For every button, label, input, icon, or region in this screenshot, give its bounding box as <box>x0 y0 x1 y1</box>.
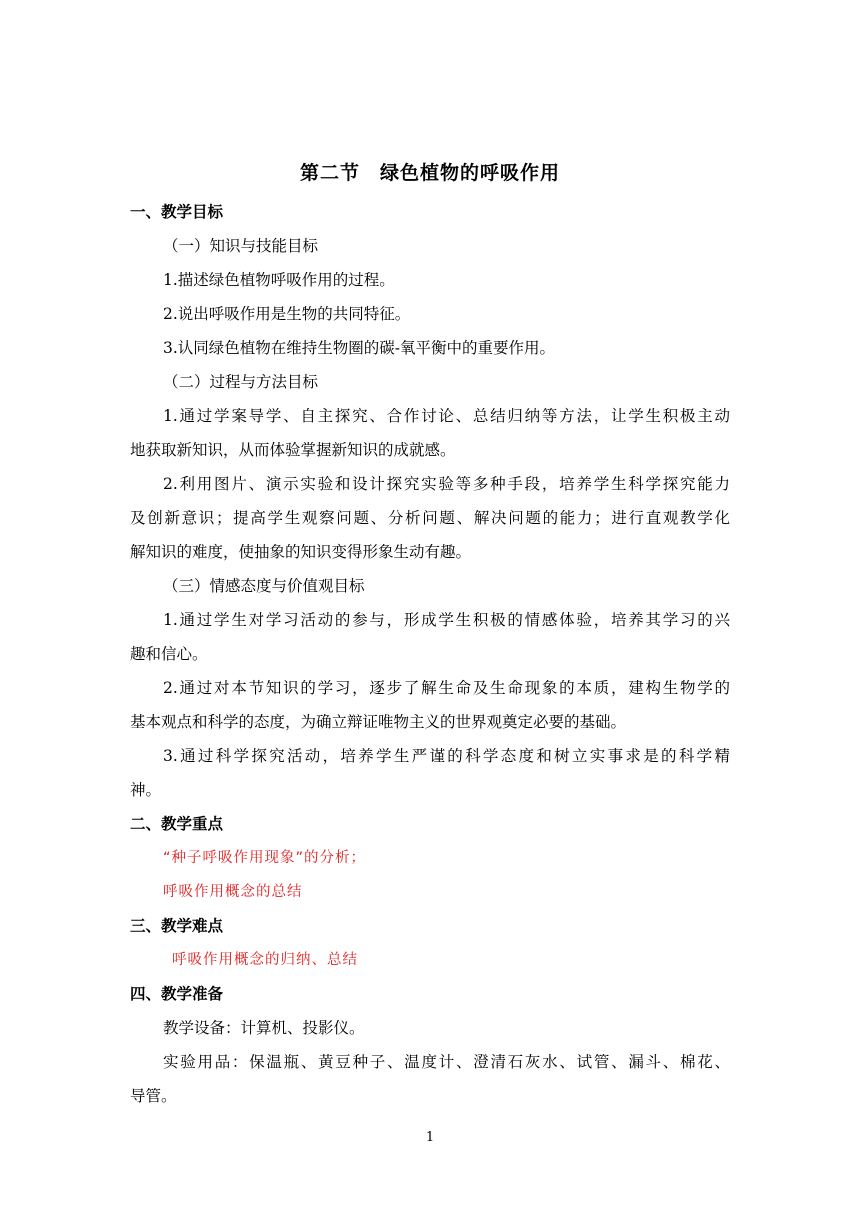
section-heading-preparation: 四、教学准备 <box>130 985 224 1003</box>
paragraph: 1.通过学生对学习活动的参与，形成学生积极的情感体验，培养其学习的兴 <box>163 611 730 629</box>
paragraph: 2.利用图片、演示实验和设计探究实验等多种手段，培养学生科学探究能力 <box>163 475 730 493</box>
section-heading-key-points: 二、教学重点 <box>130 815 224 833</box>
paragraph: 基本观点和科学的态度，为确立辩证唯物主义的世界观奠定必要的基础。 <box>130 713 627 731</box>
subsection-attitude: （三）情感态度与价值观目标 <box>163 577 365 595</box>
subsection-process: （二）过程与方法目标 <box>163 373 319 391</box>
paragraph: 3.通过科学探究活动，培养学生严谨的科学态度和树立实事求是的科学精 <box>163 747 730 765</box>
paragraph: 及创新意识；提高学生观察问题、分析问题、解决问题的能力；进行直观教学化 <box>130 509 730 527</box>
page-number: 1 <box>425 1130 435 1145</box>
subsection-knowledge: （一）知识与技能目标 <box>163 237 319 255</box>
paragraph: 导管。 <box>130 1087 177 1105</box>
page-title: 第二节 绿色植物的呼吸作用 <box>299 162 560 184</box>
difficulty-text: 呼吸作用概念的归纳、总结 <box>172 952 358 968</box>
paragraph: 地获取新知识，从而体验掌握新知识的成就感。 <box>130 441 456 459</box>
paragraph: 教学设备：计算机、投影仪。 <box>163 1019 365 1037</box>
paragraph: 1.通过学案导学、自主探究、合作讨论、总结归纳等方法，让学生积极主动 <box>163 407 730 425</box>
paragraph: 2.说出呼吸作用是生物的共同特征。 <box>163 305 411 323</box>
paragraph: 解知识的难度，使抽象的知识变得形象生动有趣。 <box>130 543 472 561</box>
paragraph: 2.通过对本节知识的学习，逐步了解生命及生命现象的本质，建构生物学的 <box>163 679 730 697</box>
section-heading-objectives: 一、教学目标 <box>130 203 224 221</box>
section-heading-difficulties: 三、教学难点 <box>130 917 224 935</box>
paragraph: 趣和信心。 <box>130 645 208 663</box>
paragraph: 神。 <box>130 781 162 799</box>
paragraph: 1.描述绿色植物呼吸作用的过程。 <box>163 271 395 289</box>
key-point-text: “种子呼吸作用现象”的分析； <box>163 850 367 866</box>
key-point-text: 呼吸作用概念的总结 <box>163 884 303 900</box>
paragraph: 实验用品：保温瓶、黄豆种子、温度计、澄清石灰水、试管、漏斗、棉花、 <box>163 1053 730 1071</box>
paragraph: 3.认同绿色植物在维持生物圈的碳-氧平衡中的重要作用。 <box>163 339 556 357</box>
